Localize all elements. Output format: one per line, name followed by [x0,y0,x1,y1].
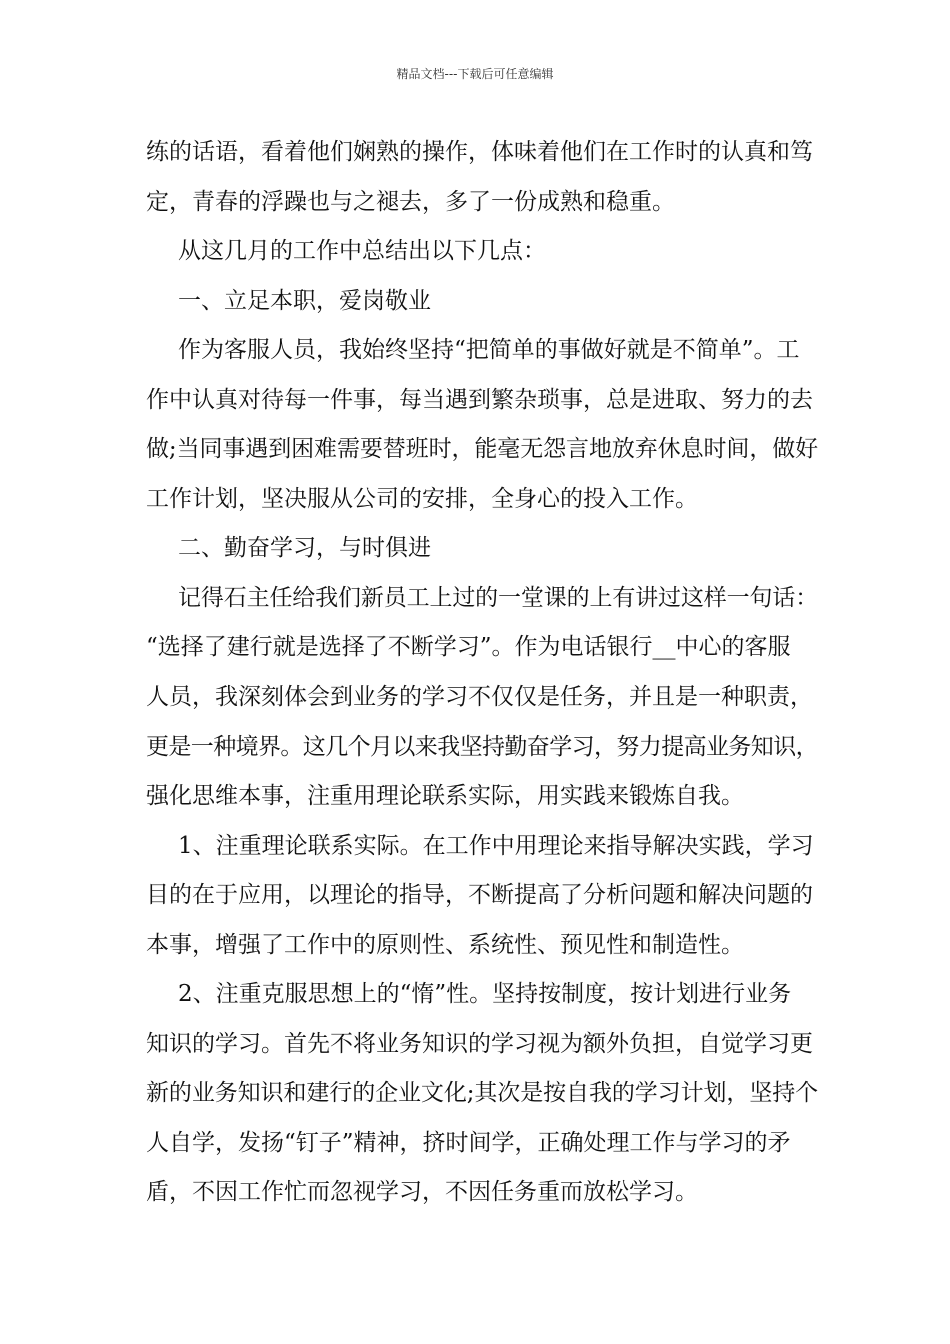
text-line: 定，青春的浮躁也与之褪去，多了一份成熟和稳重。 [146,188,675,215]
paragraph-first-line: 二、勤奋学习，与时俱进 [178,535,431,562]
text-line: 目的在于应用，以理论的指导，不断提高了分析问题和解决问题的 [146,882,813,909]
text-line: 工作计划，坚决服从公司的安排，全身心的投入工作。 [146,485,698,512]
text-line: “选择了建行就是选择了不断学习”。作为电话银行__中心的客服 [146,634,791,661]
text-line: 人员，我深刻体会到业务的学习不仅仅是任务，并且是一种职责， [146,684,813,711]
text-line: 更是一种境界。这几个月以来我坚持勤奋学习，努力提高业务知识， [146,733,819,760]
text-line: 人自学，发扬“钉子”精神，挤时间学，正确处理工作与学习的矛 [146,1129,791,1156]
document-body [146,128,819,1218]
text-line: 本事，增强了工作中的原则性、系统性、预见性和制造性。 [146,931,744,958]
paragraph-first-line: 2、注重克服思想上的“惰”性。坚持按制度，按计划进行业务 [178,981,792,1008]
text-line: 盾，不因工作忙而忽视学习，不因任务重而放松学习。 [146,1179,698,1206]
text-line: 强化思维本事，注重用理论联系实际，用实践来锻炼自我。 [146,783,744,810]
paragraph-first-line: 1、注重理论联系实际。在工作中用理论来指导解决实践，学习 [178,832,814,859]
page-header: 精品文档---下载后可任意编辑 [396,67,554,81]
paragraph-first-line: 记得石主任给我们新员工上过的一堂课的上有讲过这样一句话： [178,584,819,611]
text-line: 知识的学习。首先不将业务知识的学习视为额外负担，自觉学习更 [146,1030,813,1057]
text-line: 新的业务知识和建行的企业文化;其次是按自我的学习计划，坚持个 [146,1080,819,1107]
text-line: 作中认真对待每一件事，每当遇到繁杂琐事，总是进取、努力的去 [146,386,813,413]
paragraph-first-line: 从这几月的工作中总结出以下几点： [178,238,546,265]
text-line: 做;当同事遇到困难需要替班时，能毫无怨言地放弃休息时间，做好 [146,436,819,463]
paragraph-first-line: 一、立足本职，爱岗敬业 [178,287,431,314]
text-line: 练的话语，看着他们娴熟的操作，体味着他们在工作时的认真和笃 [146,139,813,165]
paragraph-first-line: 作为客服人员，我始终坚持“把简单的事做好就是不简单”。工 [178,337,800,364]
